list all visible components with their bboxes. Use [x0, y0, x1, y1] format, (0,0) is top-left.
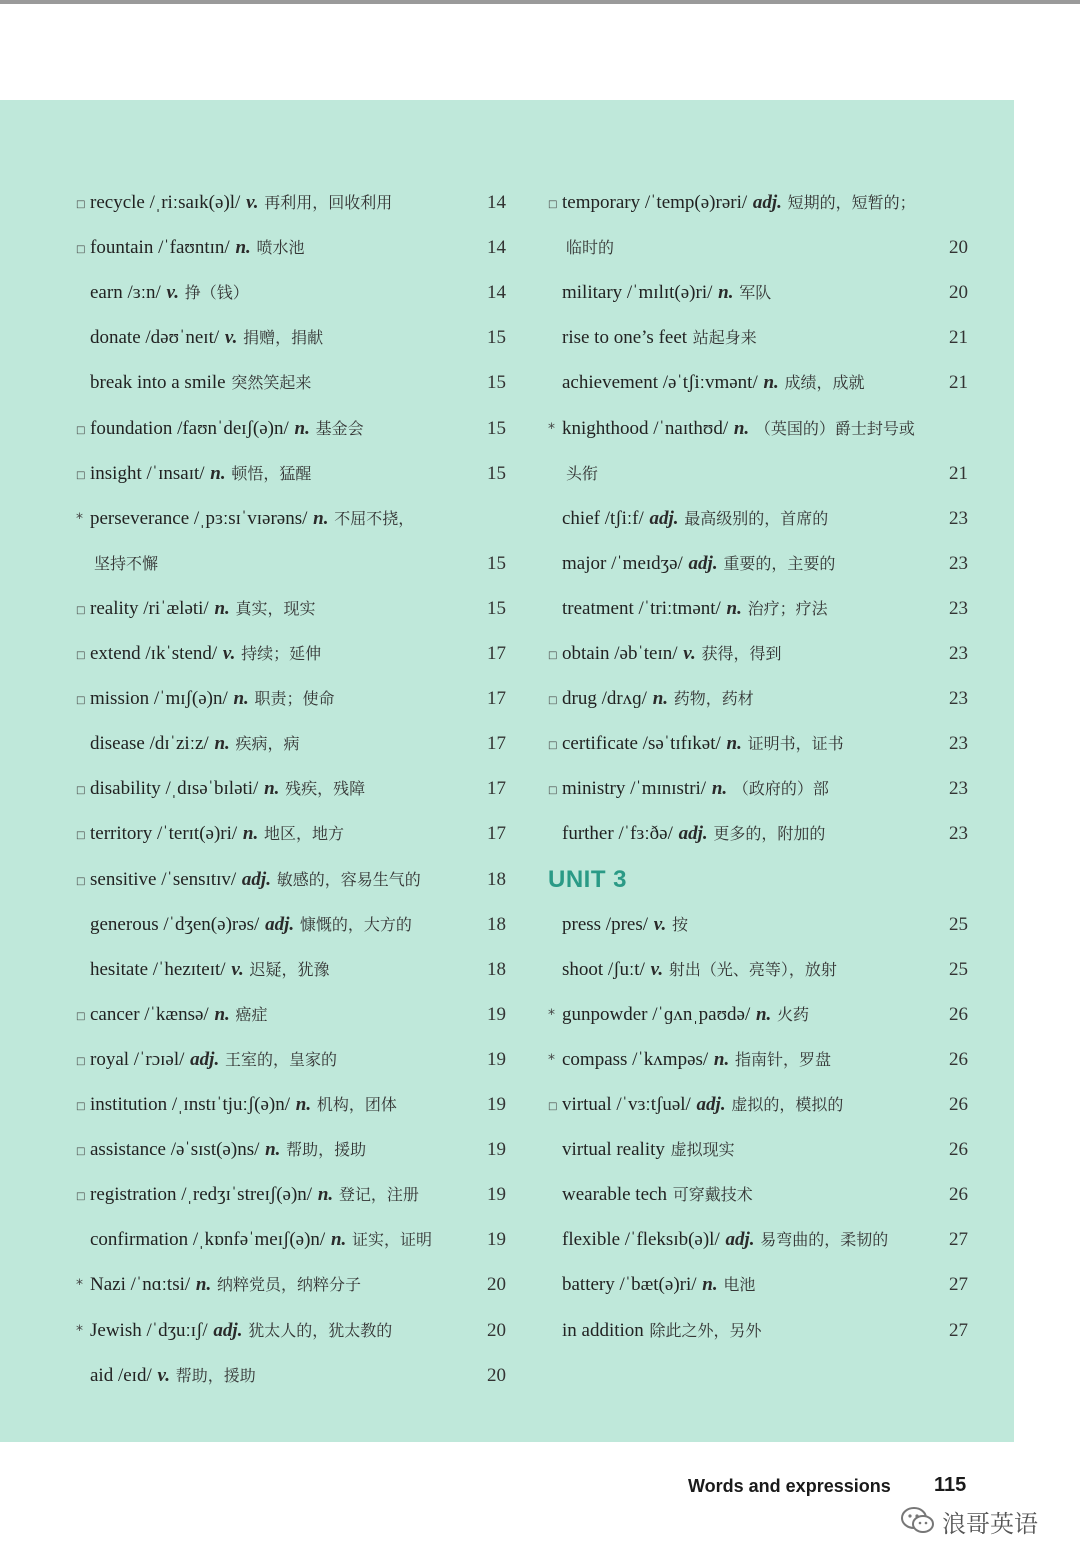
vocab-entry: [548, 1000, 968, 1030]
entry-word: shoot /ʃuːt/: [562, 958, 645, 980]
entry-page: 18: [487, 958, 506, 980]
square-bullet-icon: [548, 639, 562, 671]
vocabulary-panel: [0, 100, 1014, 1442]
entry-pos: n.: [235, 237, 251, 259]
entry-meaning: 射出（光、亮等），放射: [668, 959, 837, 979]
entry-pos: n.: [214, 597, 230, 619]
entry-word: press /pres/: [562, 913, 649, 935]
entry-page: 25: [949, 958, 968, 980]
square-bullet-icon: [76, 459, 90, 491]
entry-word: temporary /ˈtemp(ə)rəri/: [562, 192, 748, 213]
entry-pos: adj.: [696, 1094, 726, 1115]
entry-word: gunpowder /ˈɡʌnˌpaʊdə/: [562, 1003, 751, 1025]
entry-meaning: 登记，注册: [338, 1185, 419, 1205]
entry-pos: n.: [713, 1048, 730, 1070]
vocab-entry: [76, 1135, 506, 1165]
entry-page: 20: [487, 1319, 506, 1341]
entry-page: 27: [949, 1274, 968, 1296]
vocab-entry: [76, 684, 506, 714]
vocab-entry: [76, 639, 506, 669]
entry-page: 23: [949, 778, 968, 800]
entry-pos: n.: [294, 417, 310, 439]
entry-pos: v.: [222, 643, 236, 664]
vocab-entry: [76, 1045, 506, 1075]
entry-meaning: 迟疑，犹豫: [249, 959, 330, 979]
vocab-entry: [548, 729, 968, 759]
entry-page: 15: [487, 372, 506, 394]
vocab-entry: [548, 774, 968, 804]
entry-page: 25: [949, 913, 968, 935]
entry-meaning: 证明书，证书: [747, 734, 844, 754]
entry-meaning: 顿悟，猛醒: [231, 463, 312, 483]
entry-pos: n.: [242, 823, 259, 845]
entry-meaning: 基金会: [315, 418, 364, 438]
entry-pos: n.: [726, 733, 742, 755]
entry-meaning: 持续；延伸: [241, 644, 322, 663]
entry-pos: n.: [195, 1274, 212, 1296]
vocab-entry: [76, 459, 506, 489]
entry-word: institution /ˌɪnstɪˈtjuːʃ(ə)n/: [90, 1094, 291, 1115]
entry-pos: adj.: [649, 507, 679, 529]
vocab-entry: [76, 1270, 506, 1300]
entry-word: Nazi /ˈnɑːtsi/: [90, 1274, 191, 1296]
square-bullet-icon: [548, 1090, 562, 1122]
entry-page: 15: [487, 417, 506, 439]
entry-page: 26: [949, 1139, 968, 1161]
entry-word: territory /ˈterɪt(ə)ri/: [90, 823, 238, 845]
vocab-entry: [76, 323, 506, 353]
entry-page: 26: [949, 1048, 968, 1070]
entry-pos: n.: [313, 507, 329, 529]
entry-word: major /ˈmeɪdʒə/: [562, 552, 683, 574]
entry-pos: n.: [265, 1139, 281, 1161]
entry-pos: n.: [718, 282, 734, 304]
entry-page: 23: [949, 552, 968, 574]
vocab-entry: [76, 414, 506, 444]
entry-page: 27: [949, 1229, 968, 1251]
vocab-entry: [548, 549, 968, 579]
vocab-entry: [548, 188, 968, 218]
entry-word: treatment /ˈtriːtmənt/: [562, 597, 721, 619]
vocab-entry: [548, 1045, 968, 1075]
square-bullet-icon: [548, 684, 562, 716]
vocab-entry: [548, 1225, 968, 1255]
entry-word: cancer /ˈkænsə/: [90, 1003, 209, 1025]
vocab-entry: [76, 233, 506, 263]
entry-meaning: 治疗；疗法: [747, 598, 828, 618]
entry-page: 26: [949, 1003, 968, 1025]
entry-word: further /ˈfɜːðə/: [562, 823, 673, 845]
entry-meaning: 突然笑起来: [231, 373, 312, 393]
entry-page: 15: [487, 552, 506, 574]
square-bullet-icon: [548, 729, 562, 761]
vocab-entry: [76, 594, 506, 624]
entry-meaning: 站起身来: [692, 328, 757, 348]
entry-word: mission /ˈmɪʃ(ə)n/: [90, 688, 228, 710]
entry-word: generous /ˈdʒen(ə)rəs/: [90, 913, 260, 935]
scan-edge: [0, 0, 1080, 4]
entry-page: 20: [949, 237, 968, 259]
entry-meaning: 纳粹党员，纳粹分子: [216, 1275, 361, 1295]
entry-meaning: 最高级别的，首席的: [684, 508, 829, 528]
vocab-entry: [548, 910, 968, 940]
vocab-entry: [76, 865, 506, 895]
entry-page: 14: [487, 282, 506, 304]
entry-page: 23: [949, 643, 968, 664]
entry-meaning: 军队: [739, 283, 772, 303]
star-bullet-icon: [548, 1000, 562, 1030]
entry-pos: v.: [224, 327, 238, 349]
entry-page: 26: [949, 1094, 968, 1115]
entry-page: 19: [487, 1003, 506, 1025]
vocab-entry: [76, 1180, 506, 1210]
entry-pos: n.: [726, 597, 742, 619]
vocab-entry: [76, 910, 506, 940]
star-bullet-icon: [76, 1270, 90, 1300]
entry-pos: n.: [295, 1094, 312, 1115]
entry-pos: n.: [733, 417, 750, 439]
entry-page: 21: [949, 327, 968, 349]
entry-pos: v.: [157, 1364, 170, 1386]
entry-word: assistance /əˈsɪst(ə)ns/: [90, 1139, 260, 1161]
entry-page: 23: [949, 688, 968, 710]
entry-meaning: 犹太人的，犹太教的: [248, 1320, 393, 1340]
entry-meaning: 证实，证明: [352, 1230, 433, 1250]
entry-page: 27: [949, 1319, 968, 1341]
entry-pos: adj.: [752, 192, 782, 213]
entry-pos: v.: [246, 192, 259, 213]
entry-word: perseverance /ˌpɜːsɪˈvɪərəns/: [90, 507, 308, 529]
entry-meaning: 药物，药材: [673, 689, 754, 709]
square-bullet-icon: [76, 1000, 90, 1032]
square-bullet-icon: [548, 188, 562, 220]
entry-meaning: 机构，团体: [316, 1095, 397, 1114]
entry-word: achievement /əˈtʃiːvmənt/: [562, 372, 758, 394]
entry-word: disease /dɪˈziːz/: [90, 733, 209, 755]
footer-section-title: Words and expressions: [688, 1476, 891, 1496]
entry-word: Jewish /ˈdʒuːɪʃ/: [90, 1319, 208, 1341]
vocab-entry: [76, 819, 506, 849]
vocab-entry: [76, 955, 506, 985]
star-bullet-icon: [76, 1316, 90, 1346]
square-bullet-icon: [76, 188, 90, 220]
entry-word: rise to one’s feet: [562, 327, 688, 349]
entry-page: 19: [487, 1229, 506, 1251]
entry-word: earn /ɜːn/: [90, 282, 161, 304]
vocab-entry: [548, 278, 968, 308]
entry-meaning: 头衔: [566, 463, 599, 483]
entry-meaning: 真实，现实: [235, 598, 316, 618]
vocab-entry: [76, 774, 506, 804]
vocab-entry: [76, 278, 506, 308]
entry-page: 23: [949, 507, 968, 529]
entry-page: 18: [487, 913, 506, 935]
entry-word: virtual reality: [562, 1139, 665, 1161]
watermark-text: 浪哥英语: [942, 1509, 1038, 1538]
entry-page: 17: [487, 823, 506, 845]
entry-meaning: 易弯曲的，柔韧的: [760, 1230, 889, 1250]
vocab-entry: [548, 323, 968, 353]
entry-word: reality /riˈæləti/: [90, 597, 209, 619]
entry-page: 21: [949, 372, 968, 394]
entry-meaning: 地区，地方: [263, 824, 344, 844]
wechat-icon: [900, 1506, 936, 1536]
vocab-entry: [76, 188, 506, 218]
entry-pos: adj.: [241, 868, 271, 890]
entry-word: knighthood /ˈnaɪthʊd/: [562, 417, 729, 439]
watermark: [900, 1503, 1038, 1539]
entry-word: battery /ˈbæt(ə)ri/: [562, 1274, 697, 1296]
square-bullet-icon: [76, 414, 90, 446]
vocab-entry: [548, 1270, 968, 1300]
entry-page: 23: [949, 733, 968, 755]
square-bullet-icon: [76, 1180, 90, 1212]
vocab-entry: [76, 368, 506, 398]
entry-meaning: 更多的，附加的: [713, 824, 826, 844]
entry-meaning: 重要的，主要的: [723, 553, 836, 573]
entry-meaning: 残疾，残障: [285, 779, 366, 799]
entry-pos: adj.: [213, 1319, 243, 1341]
vocab-entry: [76, 1000, 506, 1030]
entry-page: 20: [487, 1274, 506, 1296]
square-bullet-icon: [76, 865, 90, 897]
entry-pos: n.: [233, 688, 249, 710]
entry-page: 19: [487, 1048, 506, 1070]
entry-word: ministry /ˈmɪnɪstri/: [562, 778, 707, 800]
entry-page: 15: [487, 327, 506, 349]
square-bullet-icon: [76, 1045, 90, 1077]
square-bullet-icon: [76, 819, 90, 851]
vocab-entry: [548, 1316, 968, 1346]
entry-page: 17: [487, 778, 506, 800]
entry-meaning: 临时的: [566, 238, 615, 258]
entry-pos: v.: [166, 282, 179, 304]
entry-word: confirmation /ˌkɒnfəˈmeɪʃ(ə)n/: [90, 1229, 326, 1251]
entry-page: 19: [487, 1184, 506, 1206]
entry-word: certificate /səˈtɪfɪkət/: [562, 733, 721, 755]
vocab-entry: [548, 684, 968, 714]
entry-word: foundation /faʊnˈdeɪʃ(ə)n/: [90, 417, 289, 439]
entry-meaning: 慷慨的，大方的: [299, 914, 412, 934]
entry-word: obtain /əbˈteɪn/: [562, 643, 678, 664]
entry-meaning: 虚拟现实: [670, 1140, 735, 1160]
entry-page: 17: [487, 688, 506, 710]
entry-page: 20: [487, 1364, 506, 1386]
entry-word: recycle /ˌriːsaɪk(ə)l/: [90, 192, 241, 213]
entry-pos: n.: [330, 1229, 347, 1251]
entry-meaning: 王室的，皇家的: [224, 1049, 337, 1069]
entry-page: 23: [949, 597, 968, 619]
entry-word: drug /drʌɡ/: [562, 688, 647, 710]
entry-meaning: 捐赠，捐献: [243, 328, 324, 348]
entry-word: donate /dəʊˈneɪt/: [90, 327, 220, 349]
entry-meaning: 帮助，援助: [175, 1365, 256, 1385]
entry-page: 17: [487, 643, 506, 664]
square-bullet-icon: [76, 774, 90, 806]
unit-heading-text: UNIT 3: [548, 865, 628, 893]
entry-pos: n.: [264, 778, 280, 800]
vocab-entry: [548, 1090, 968, 1120]
entry-word: registration /ˌredʒɪˈstreɪʃ(ə)n/: [90, 1184, 313, 1206]
entry-word: military /ˈmɪlɪt(ə)ri/: [562, 282, 713, 304]
star-bullet-icon: [548, 414, 562, 444]
entry-pos: n.: [210, 462, 226, 484]
entry-meaning: 帮助，援助: [286, 1140, 367, 1160]
entry-word: chief /tʃiːf/: [562, 507, 644, 529]
vocab-entry: [548, 639, 968, 669]
entry-meaning: 短期的，短暂的；: [787, 193, 916, 212]
entry-meaning: 火药: [777, 1004, 810, 1024]
entry-pos: adj.: [190, 1048, 220, 1070]
square-bullet-icon: [76, 684, 90, 716]
entry-word: extend /ɪkˈstend/: [90, 643, 218, 664]
entry-page: 17: [487, 733, 506, 755]
unit-heading: [548, 865, 968, 895]
vocab-entry: [548, 368, 968, 398]
entry-meaning: 癌症: [235, 1004, 268, 1024]
entry-pos: n.: [214, 1003, 230, 1025]
entry-meaning: 可穿戴技术: [672, 1185, 753, 1205]
vocab-entry: [548, 414, 968, 444]
entry-meaning: 获得，得到: [701, 644, 782, 663]
entry-meaning: 坚持不懈: [94, 553, 159, 573]
entry-meaning: 再利用，回收利用: [264, 193, 393, 212]
entry-pos: v.: [650, 958, 664, 980]
entry-meaning: 电池: [723, 1275, 756, 1295]
vocab-entry: [548, 594, 968, 624]
vocab-entry: [548, 1180, 968, 1210]
entry-word: sensitive /ˈsensɪtɪv/: [90, 868, 237, 890]
entry-meaning: 除此之外，另外: [649, 1320, 762, 1340]
entry-page: 14: [487, 192, 506, 213]
entry-page: 23: [949, 823, 968, 845]
entry-pos: n.: [763, 372, 779, 394]
entry-word: royal /ˈrɔɪəl/: [90, 1048, 185, 1070]
vocab-entry: [76, 1225, 506, 1255]
entry-word: disability /ˌdɪsəˈbɪləti/: [90, 778, 259, 800]
entry-continuation: [76, 549, 506, 579]
entry-meaning: （英国的）爵士封号或: [754, 418, 915, 438]
entry-pos: adj.: [678, 823, 708, 845]
vocab-entry: [548, 955, 968, 985]
square-bullet-icon: [548, 774, 562, 806]
entry-word: hesitate /ˈhezɪteɪt/: [90, 958, 226, 980]
entry-pos: adj.: [265, 913, 295, 935]
entry-continuation: [548, 233, 968, 263]
entry-page: 19: [487, 1139, 506, 1161]
entry-page: 15: [487, 462, 506, 484]
entry-continuation: [548, 459, 968, 489]
star-bullet-icon: [548, 1045, 562, 1075]
entry-meaning: 敏感的，容易生气的: [276, 869, 421, 889]
vocab-entry: [76, 504, 506, 534]
entry-word: compass /ˈkʌmpəs/: [562, 1048, 709, 1070]
vocab-entry: [76, 729, 506, 759]
entry-meaning: 按: [671, 914, 688, 934]
star-bullet-icon: [76, 504, 90, 534]
vocab-entry: [76, 1316, 506, 1346]
entry-pos: v.: [231, 958, 244, 980]
entry-word: aid /eɪd/: [90, 1364, 152, 1386]
vocab-entry: [76, 1361, 506, 1391]
entry-word: insight /ˈɪnsaɪt/: [90, 462, 205, 484]
entry-pos: v.: [683, 643, 696, 664]
square-bullet-icon: [76, 1135, 90, 1167]
entry-word: fountain /ˈfaʊntɪn/: [90, 237, 230, 259]
entry-meaning: 成绩，成就: [784, 373, 865, 393]
entry-page: 18: [487, 868, 506, 890]
square-bullet-icon: [76, 594, 90, 626]
entry-page: 20: [949, 282, 968, 304]
entry-meaning: 虚拟的，模拟的: [731, 1095, 844, 1114]
entry-meaning: 挣（钱）: [184, 283, 249, 303]
square-bullet-icon: [76, 233, 90, 265]
entry-meaning: 指南针，罗盘: [734, 1049, 831, 1069]
entry-meaning: 喷水池: [256, 238, 305, 258]
entry-page: 14: [487, 237, 506, 259]
vocab-entry: [548, 1135, 968, 1165]
square-bullet-icon: [76, 1090, 90, 1122]
entry-meaning: （政府的）部: [732, 779, 829, 799]
entry-meaning: 职责；使命: [254, 689, 335, 709]
entry-pos: v.: [653, 913, 667, 935]
entry-page: 21: [949, 462, 968, 484]
square-bullet-icon: [76, 639, 90, 671]
entry-pos: adj.: [688, 552, 718, 574]
entry-pos: n.: [702, 1274, 718, 1296]
entry-pos: n.: [755, 1003, 772, 1025]
footer-page-number: 115: [934, 1474, 967, 1496]
vocab-entry: [548, 504, 968, 534]
entry-pos: n.: [214, 733, 230, 755]
entry-pos: n.: [711, 778, 728, 800]
entry-word: break into a smile: [90, 372, 226, 394]
entry-meaning: 疾病，病: [235, 734, 300, 754]
entry-word: wearable tech: [562, 1184, 667, 1206]
entry-word: in addition: [562, 1319, 644, 1341]
entry-page: 19: [487, 1094, 506, 1115]
entry-page: 26: [949, 1184, 968, 1206]
entry-word: virtual /ˈvɜːtʃuəl/: [562, 1094, 691, 1115]
entry-word: flexible /ˈfleksɪb(ə)l/: [562, 1229, 720, 1251]
entry-meaning: 不屈不挠，: [334, 508, 415, 528]
vocab-entry: [76, 1090, 506, 1120]
entry-pos: adj.: [725, 1229, 755, 1251]
vocab-entry: [548, 819, 968, 849]
entry-pos: n.: [317, 1184, 334, 1206]
entry-page: 15: [487, 597, 506, 619]
entry-pos: n.: [652, 688, 669, 710]
